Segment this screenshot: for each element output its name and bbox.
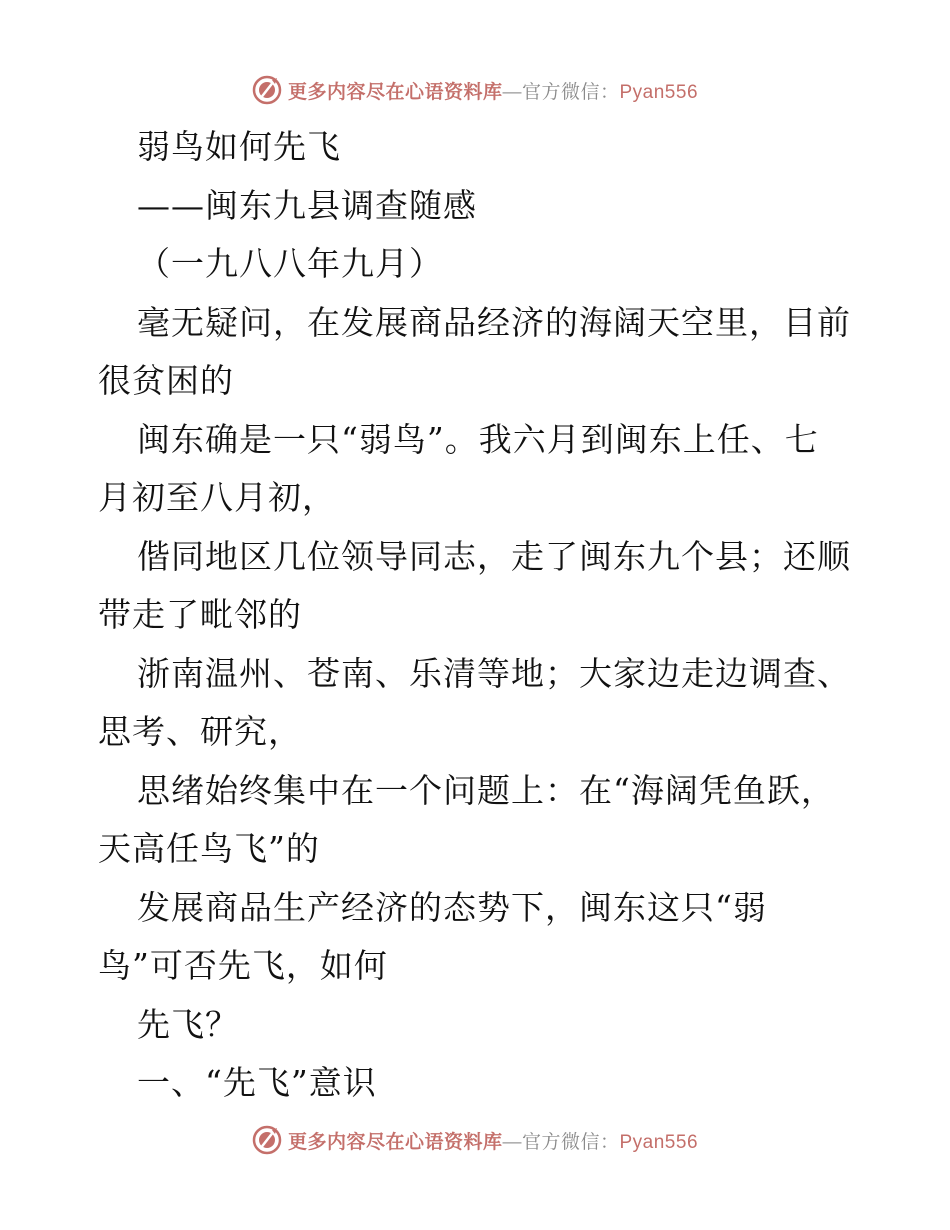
watermark-sub: 官方微信： [521,1131,620,1153]
paragraph-line: 很贫困的 [98,361,234,400]
watermark-main: 更多内容尽在心语资料库 [287,81,503,103]
header-watermark [0,72,950,108]
quill-seal-icon [252,1125,282,1155]
watermark-dash: — [502,81,522,103]
watermark-id: Pyan556 [619,81,699,103]
quill-seal-icon [252,75,282,105]
watermark-sub: 官方微信： [521,81,620,103]
paragraph-line: 浙南温州、苍南、乐清等地；大家边走边调查、 [137,653,851,693]
document-body [98,118,858,1113]
paragraph-line: 带走了毗邻的 [98,595,302,634]
footer-watermark [0,1122,950,1158]
watermark-main: 更多内容尽在心语资料库 [287,1131,503,1153]
paragraph-line: 闽东确是一只“弱鸟”。我六月到闽东上任、七 [137,419,819,459]
paragraph-line: 月初至八月初， [98,478,336,517]
paragraph-line: 鸟”可否先飞，如何 [98,946,388,985]
paragraph-line: 思绪始终集中在一个问题上：在“海阔凭鱼跃， [137,770,835,810]
section-heading: 一、“先飞”意识 [137,1063,377,1102]
watermark-text [288,77,698,104]
paragraph-line: 先飞？ [137,1004,239,1044]
paragraph-line: 偕同地区几位领导同志，走了闽东九个县；还顺 [137,536,851,576]
document-subtitle: ——闽东九县调查随感 [137,185,477,225]
watermark-id: Pyan556 [619,1131,699,1153]
paragraph-line: 发展商品生产经济的态势下，闽东这只“弱 [137,887,767,927]
document-title: 弱鸟如何先飞 [137,127,341,166]
watermark-dash: — [502,1131,522,1153]
watermark-text [288,1127,698,1154]
paragraph-line: 天高任鸟飞”的 [98,829,320,868]
paragraph-line: 思考、研究， [98,712,302,751]
paragraph-line: 毫无疑问，在发展商品经济的海阔天空里，目前 [137,302,851,342]
document-date: （一九八八年九月） [137,244,443,283]
